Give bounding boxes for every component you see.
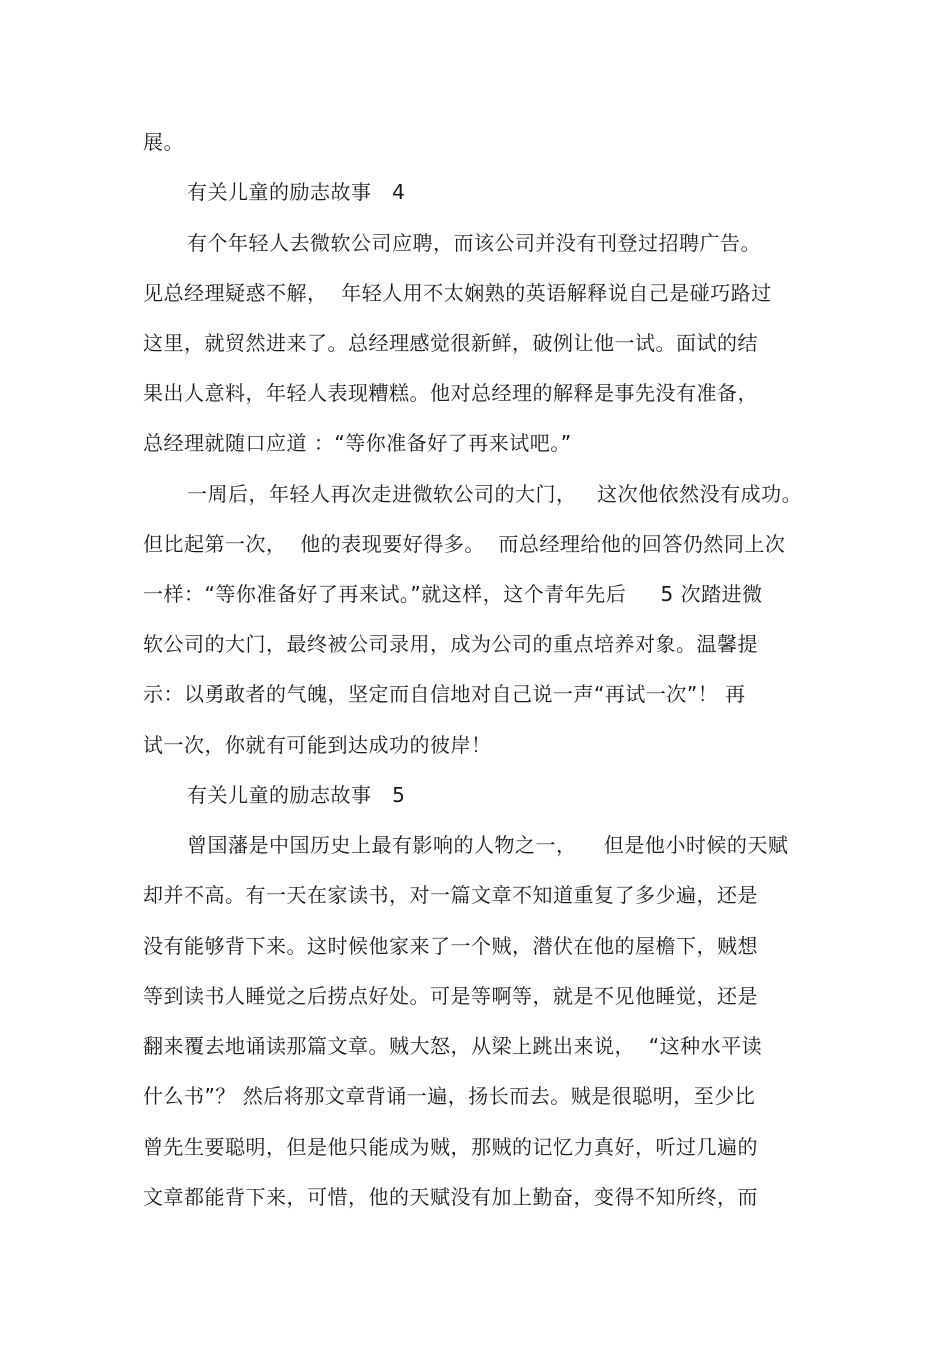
text-line: 曾国藩是中国历史上最有影响的人物之一， 但是他小时候的天赋 — [187, 833, 789, 857]
text-line: 一周后，年轻人再次走进微软公司的大门， 这次他依然没有成功。 — [187, 482, 803, 506]
text-line: 一样：“等你准备好了再来试。”就这样，这个青年先后 5 次踏进微 — [143, 582, 763, 606]
text-line: 这里，就贸然进来了。总经理感觉很新鲜，破例让他一试。面试的结 — [143, 331, 758, 355]
section-heading: 有关儿童的励志故事 4 — [187, 180, 406, 204]
text-line: 示：以勇敢者的气魄，坚定而自信地对自己说一声“再试一次”！ 再 — [143, 682, 746, 706]
text-line: 但比起第一次， 他的表现要好得多。 而总经理给他的回答仍然同上次 — [143, 532, 786, 556]
text-line: 曾先生要聪明，但是他只能成为贼，那贼的记忆力真好，听过几遍的 — [143, 1135, 758, 1159]
text-line: 展。 — [143, 130, 184, 154]
text-line: 有个年轻人去微软公司应聘，而该公司并没有刊登过招聘广告。 — [187, 231, 761, 255]
text-line: 总经理就随口应道 ：“等你准备好了再来试吧。” — [143, 431, 572, 455]
text-line: 试一次，你就有可能到达成功的彼岸！ — [143, 733, 492, 757]
text-line: 翻来覆去地诵读那篇文章。贼大怒，从梁上跳出来说， “这种水平读 — [143, 1034, 763, 1058]
text-line: 什么书”？ 然后将那文章背诵一遍，扬长而去。贼是很聪明，至少比 — [143, 1084, 756, 1108]
text-line: 却并不高。有一天在家读书，对一篇文章不知道重复了多少遍，还是 — [143, 883, 758, 907]
text-line: 见总经理疑惑不解， 年轻人用不太娴熟的英语解释说自己是碰巧路过 — [143, 281, 772, 305]
text-line: 没有能够背下来。这时候他家来了一个贼，潜伏在他的屋檐下，贼想 — [143, 934, 758, 958]
text-line: 果出人意料，年轻人表现糟糕。他对总经理的解释是事先没有准备， — [143, 381, 758, 405]
text-line: 软公司的大门，最终被公司录用，成为公司的重点培养对象。温馨提 — [143, 632, 758, 656]
section-heading: 有关儿童的励志故事 5 — [187, 783, 406, 807]
text-line: 文章都能背下来，可惜，他的天赋没有加上勤奋，变得不知所终，而 — [143, 1185, 758, 1209]
text-line: 等到读书人睡觉之后捞点好处。可是等啊等，就是不见他睡觉，还是 — [143, 984, 758, 1008]
